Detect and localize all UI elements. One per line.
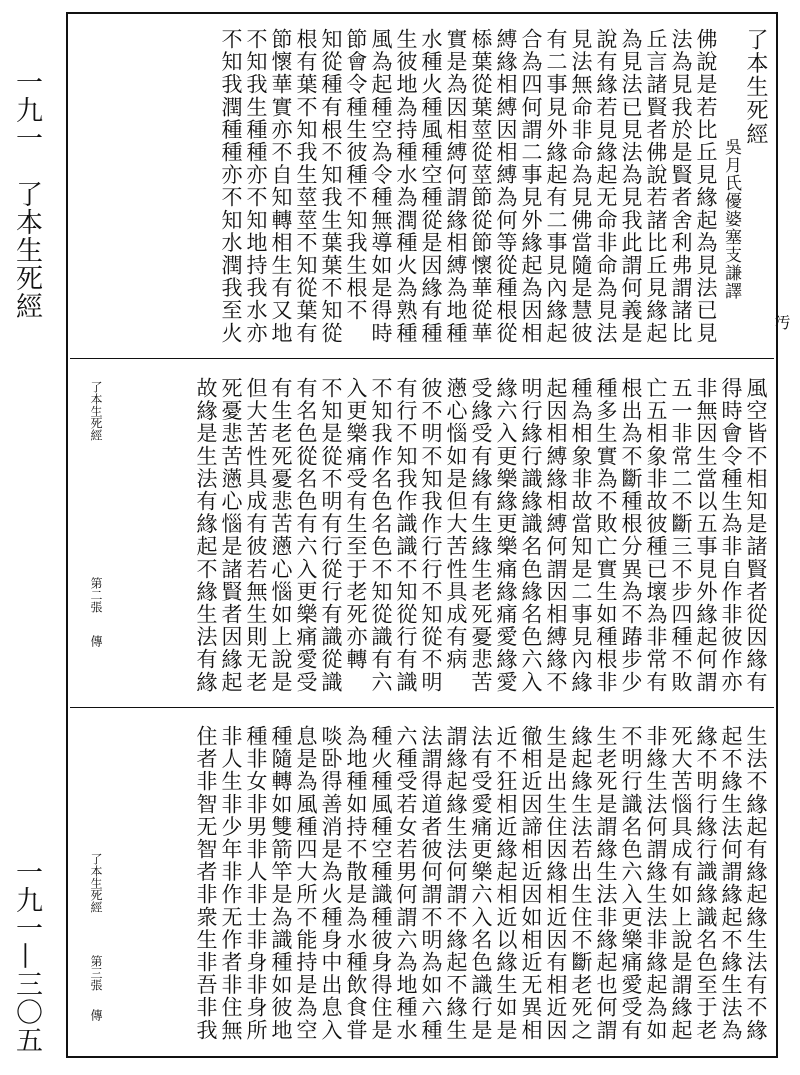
text-column: 生是出生住因緣相近因有相近因 — [544, 725, 568, 1042]
text-columns — [193, 377, 768, 701]
text-columns — [193, 725, 768, 1049]
text-column: 見法無命非命為見佛當隨是慧彼 — [569, 28, 593, 345]
margin-title: 一九一 了本生死經 — [11, 68, 42, 320]
text-column: 種隨轉如雙箭竿是為識種如彼地 — [269, 725, 293, 1042]
text-column: 法為見我於是賢者舍利弗謂諸比 — [669, 28, 693, 345]
text-columns — [218, 28, 768, 352]
text-column: 近不狂相近緣起相近以緣生如是 — [494, 725, 518, 1042]
text-column: 法謂得道者彼何謂不明為如六種 — [419, 725, 443, 1042]
text-column: 生彼地為持種水為潤種火為熟種 — [394, 28, 418, 345]
text-column: 佛說是若比丘見緣起為見法已見 — [694, 28, 718, 345]
text-column: 知從種有根不知我生葉葉不知從 — [319, 28, 343, 345]
text-column: 種非女非男非人非士非身非身所 — [244, 725, 268, 1042]
text-column: 生老死是謂緣生法非緣起也何謂 — [594, 725, 618, 1042]
text-column: 死憂悲苦懣心惱是諸賢者因緣起 — [219, 377, 243, 694]
text-column: 縛緣相縛因相縛為何等從種根從 — [494, 28, 518, 345]
text-column: 得時會令種生為非自作非彼作亦 — [719, 377, 743, 694]
text-column: 根出為不斷種根分異為不踳步少 — [619, 377, 643, 694]
text-column: 息是為風種四大所不能持是為空 — [294, 725, 318, 1042]
text-column: 不知我生種種亦不知地持我水亦 — [244, 28, 268, 345]
text-column: 有名色從名色有六入更樂痛愛受 — [294, 377, 318, 694]
text-column: 受緣受有緣有生緣生老死憂悲苦 — [469, 377, 493, 694]
text-column: 說有緣若見緣起无命非命為見法 — [594, 28, 618, 345]
margin-page-number: 一九一—三〇五 — [11, 858, 42, 1054]
foot-mark: 傳 — [89, 635, 103, 647]
text-column: 起不緣生法何謂緣起不緣生法為 — [719, 725, 743, 1042]
seal-mark: 汚 — [772, 314, 791, 330]
text-column: 根有葉不知我生莖莖不知從葉有 — [294, 28, 318, 345]
text-column: 合為四何謂二事見外緣起為因相 — [519, 28, 543, 345]
text-column: 風空皆不相知是諸賢者從因緣有 — [744, 377, 768, 694]
text-column: 為地種如持不散是為水種飲食甞 — [344, 725, 368, 1042]
text-column: 起因相縛緣相縛何謂因相縛緣不 — [544, 377, 568, 694]
text-column: 實是為因相縛何謂緣相縛為地種 — [444, 28, 468, 345]
foot-page: 第二張 — [89, 577, 103, 613]
text-column: 種多生實為不敗亡實生如種根非 — [594, 377, 618, 694]
text-column: 為見法已見法為見我此謂何義是 — [619, 28, 643, 345]
text-column: 不知是從不明有行從行有識從識 — [319, 377, 343, 694]
panel-one — [70, 16, 791, 354]
text-column: 住者非智无智者非衆生非吾非我 — [194, 725, 218, 1042]
foot-title: 了本生死經 — [89, 381, 103, 441]
text-column: 不明行識名色六入更樂痛愛受有 — [619, 725, 643, 1042]
text-column: 有二事見外緣起有二事見內緣起 — [544, 28, 568, 345]
panel-two — [70, 365, 774, 703]
panel-three — [70, 713, 774, 1054]
panel-divider — [70, 358, 774, 359]
text-column: 風為起種空為令種無導如是得時 — [369, 28, 393, 345]
text-column: 明行緣行識緣識名色緣名色六入 — [519, 377, 543, 694]
text-column: 種火種風種空種識種彼身得住是 — [369, 725, 393, 1042]
foot-page: 第三張 — [89, 955, 103, 991]
text-column: 六種受若女若男何謂六為地種水 — [394, 725, 418, 1042]
text-column: 緣起緣生法若出生住不斷老死之 — [569, 725, 593, 1042]
text-column: 不知我作名色名色不知從識有六 — [369, 377, 393, 694]
text-column: 非緣生法何謂緣生法非緣起為如 — [644, 725, 668, 1042]
translator-line: 吳月氏優婆塞支謙譯 — [721, 138, 741, 300]
text-column: 非人生非少年非作无作者非住無 — [219, 725, 243, 1042]
text-column: 入更樂痛受有生至于老死亦轉 — [344, 377, 368, 671]
text-column: 丘言諸賢者佛說若諸比丘見緣起 — [644, 28, 668, 345]
foot-mark: 傳 — [89, 1009, 103, 1021]
text-column: 有生老死憂悲苦懣心惱如上說是 — [269, 377, 293, 694]
text-column: 㮇葉從葉莖從莖節從節懷華從華 — [469, 28, 493, 345]
panel-divider — [70, 707, 774, 708]
text-column: 生法不緣起有緣起緣生法有不緣 — [744, 725, 768, 1042]
text-column: 啖卧得善消是為火種身中出息入 — [319, 725, 343, 1042]
text-column: 法有受愛痛更樂六入名色識行是 — [469, 725, 493, 1042]
text-column: 故緣是生法有緣起不緣生法有緣 — [194, 377, 218, 694]
foot-title: 了本生死經 — [89, 853, 103, 913]
text-column: 緣六入更樂緣更樂痛緣痛愛緣愛 — [494, 377, 518, 694]
text-column: 非無因生當以五事見外緣起何謂 — [694, 377, 718, 694]
text-column: 懣心惱如是但大苦性具成有病 — [444, 377, 468, 671]
text-column: 緣不明行緣行識緣識名色至于老 — [694, 725, 718, 1042]
text-column: 謂緣起緣生法何謂不緣起不緣生 — [444, 725, 468, 1042]
text-column: 種為相象非故當知是二事見內緣 — [569, 377, 593, 694]
text-column: 但大苦性具成有彼若無生則无老 — [244, 377, 268, 694]
text-column: 有行不知我作識識不知從行有識 — [394, 377, 418, 694]
text-column: 彼不明不知我作行行不知從不明 — [419, 377, 443, 694]
text-column: 不知我潤種種亦不知水潤我至火 — [219, 28, 243, 345]
text-column: 亡五相象非故彼種已壞為非常有 — [644, 377, 668, 694]
text-column: 節會令種生彼種不知我生根不 — [344, 28, 368, 322]
text-column: 徹相近因諦相近因如相近无異相 — [519, 725, 543, 1042]
text-column: 死大苦惱具成有如上說是謂緣起 — [669, 725, 693, 1042]
text-column: 五一非常二不斷三不步四種不敗 — [669, 377, 693, 694]
sutra-title: 了本生死經 — [743, 28, 768, 146]
text-column: 節懷華實亦不自知轉相生有又地 — [269, 28, 293, 345]
text-column: 水種火種風種空種從是因緣有種 — [419, 28, 443, 345]
